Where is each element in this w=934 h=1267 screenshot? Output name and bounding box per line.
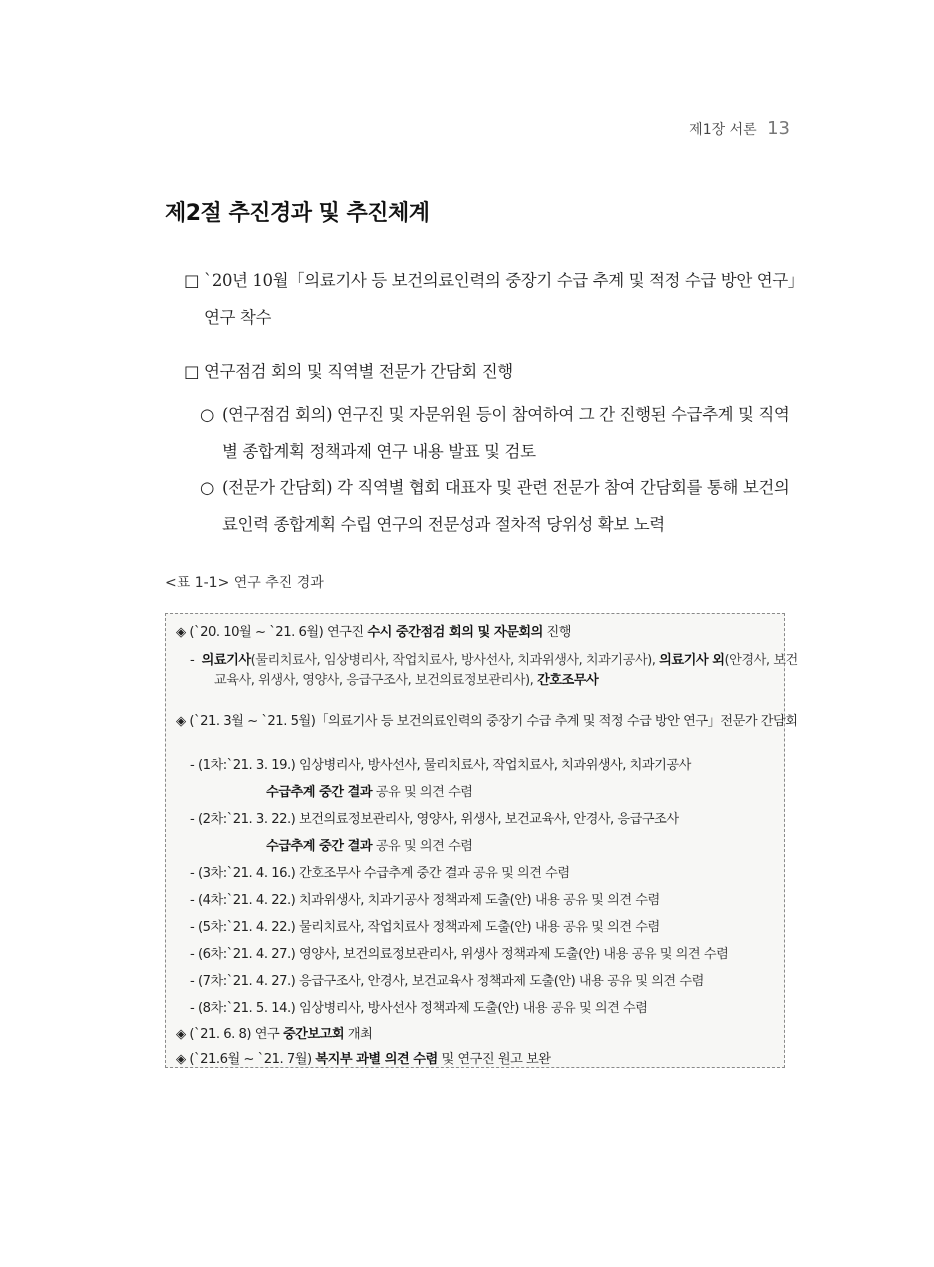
meeting-1-result: 수급추계 중간 결과 공유 및 의견 수렴 bbox=[266, 785, 473, 800]
diamond-bullet-icon: ◈ bbox=[176, 714, 186, 729]
running-header bbox=[689, 118, 790, 139]
paragraph-3 bbox=[200, 396, 796, 470]
circle-bullet-icon: ○ bbox=[200, 405, 214, 424]
circle-bullet-icon: ○ bbox=[200, 478, 214, 497]
paragraph-4 bbox=[200, 469, 796, 543]
diamond-bullet-icon: ◈ bbox=[176, 1052, 186, 1067]
meeting-3: - (3차:`21. 4. 16.) 간호조무사 수급추계 중간 결과 공유 및 의견 수렴 bbox=[190, 866, 570, 881]
meeting-2: - (2차:`21. 3. 22.) 보건의료정보관리사, 영양사, 위생사, 보건교육사, 안경사, 응급구조사 bbox=[190, 812, 679, 827]
box-item-3: ◈ (`21. 6. 8) 연구 중간보고회 개최 bbox=[176, 1027, 373, 1042]
paragraph-text: `20년 10월「의료기사 등 보건의료인력의 중장기 수급 추계 및 적정 수급 방안 연구」연구 착수 bbox=[204, 271, 796, 327]
paragraph-text: (연구점검 회의) 연구진 및 자문위원 등이 참여하여 그 간 진행된 수급추계 및 직역별 종합계획 정책과제 연구 내용 발표 및 검토 bbox=[222, 405, 790, 461]
box-item-4: ◈ (`21.6월 ~ `21. 7월) 복지부 과별 의견 수렴 및 연구진 원고 보완 bbox=[176, 1052, 551, 1067]
box-item-1: ◈ (`20. 10월 ~ `21. 6월) 연구진 수시 중간점검 회의 및 자문회의 진행 bbox=[176, 625, 572, 640]
paragraph-text: (전문가 간담회) 각 직역별 협회 대표자 및 관련 전문가 참여 간담회를 통해 보건의료인력 종합계획 수립 연구의 전문성과 절차적 당위성 확보 노력 bbox=[222, 478, 790, 534]
diamond-bullet-icon: ◈ bbox=[176, 625, 186, 640]
meeting-7: - (7차:`21. 4. 27.) 응급구조사, 안경사, 보건교육사 정책과제 도출(안) 내용 공유 및 의견 수렴 bbox=[190, 974, 704, 989]
paragraph-text: 연구점검 회의 및 직역별 전문가 간담회 진행 bbox=[204, 362, 513, 381]
meeting-4: - (4차:`21. 4. 22.) 치과위생사, 치과기공사 정책과제 도출(안) 내용 공유 및 의견 수렴 bbox=[190, 893, 660, 908]
chapter-label: 제1장 서론 bbox=[689, 122, 757, 138]
meeting-6: - (6차:`21. 4. 27.) 영양사, 보건의료정보관리사, 위생사 정책과제 도출(안) 내용 공유 및 의견 수렴 bbox=[190, 947, 729, 962]
diamond-bullet-icon: ◈ bbox=[176, 1027, 186, 1042]
meeting-1: - (1차:`21. 3. 19.) 임상병리사, 방사선사, 물리치료사, 작업치료사, 치과위생사, 치과기공사 bbox=[190, 758, 691, 773]
paragraph-2 bbox=[184, 353, 796, 390]
meeting-5: - (5차:`21. 4. 22.) 물리치료사, 작업치료사 정책과제 도출(안) 내용 공유 및 의견 수렴 bbox=[190, 920, 660, 935]
section-title: 제2절 추진경과 및 추진체계 bbox=[165, 201, 430, 226]
square-bullet-icon: □ bbox=[184, 271, 200, 290]
meeting-8: - (8차:`21. 5. 14.) 임상병리사, 방사선사 정책과제 도출(안) 내용 공유 및 의견 수렴 bbox=[190, 1001, 648, 1016]
box-item-1-detail: - 의료기사(물리치료사, 임상병리사, 작업치료사, 방사선사, 치과위생사, 치과기공사), 의료기사 외(안경사, 보건교육사, 위생사, 영양사, 응급구조사, 보건의료정보관리사), 간호조무사 bbox=[190, 653, 798, 688]
progress-table-box bbox=[165, 613, 798, 1068]
page-number: 13 bbox=[767, 118, 790, 139]
meeting-2-result: 수급추계 중간 결과 공유 및 의견 수렴 bbox=[266, 839, 473, 854]
square-bullet-icon: □ bbox=[184, 362, 200, 381]
table-caption: <표 1-1> 연구 추진 경과 bbox=[165, 575, 324, 591]
box-item-2: ◈ (`21. 3월 ~ `21. 5월)「의료기사 등 보건의료인력의 중장기 수급 추계 및 적정 수급 방안 연구」전문가 간담회 bbox=[176, 714, 798, 729]
paragraph-1 bbox=[184, 262, 796, 336]
